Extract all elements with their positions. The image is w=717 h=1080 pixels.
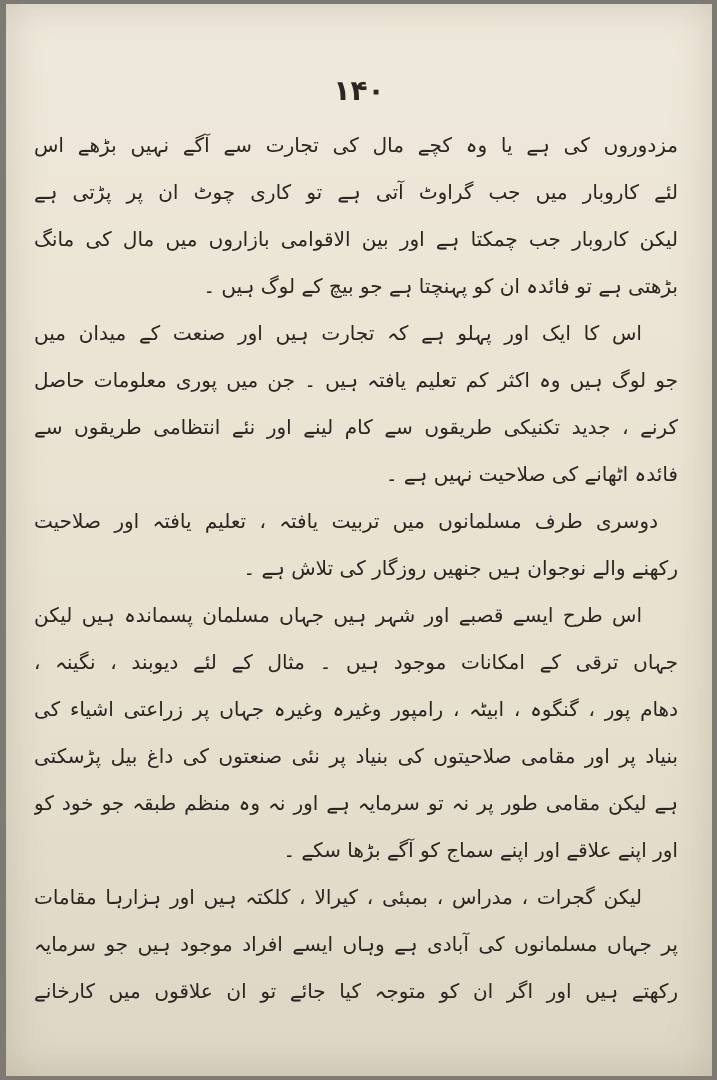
- text-line: رکھتے ہیں اور اگر ان کو متوجہ کیا جائے تو ان علاقوں میں کارخانے: [34, 979, 678, 1003]
- text-line: دوسری طرف مسلمانوں میں تربیت یافتہ ، تعلیم یافتہ اور صلاحیت: [34, 509, 658, 533]
- text-line: ہے لیکن مقامی طور پر نہ تو سرمایہ ہے اور نہ وہ منظم طبقہ جو خود کو: [34, 791, 678, 815]
- text-line: لئے کاروبار میں جب گراوٹ آتی ہے تو کاری چوٹ ان پر پڑتی ہے: [34, 180, 678, 204]
- text-line: بڑھتی ہے تو فائدہ ان کو پہنچتا ہے جو بیچ کے لوگ ہیں ۔: [203, 274, 678, 298]
- text-line: بنیاد پر اور مقامی صلاحیتوں کی بنیاد پر نئی صنعتوں کی داغ بیل پڑسکتی: [34, 744, 678, 768]
- page-body-text: [34, 122, 678, 1015]
- text-line: اس طرح ایسے قصبے اور شہر ہیں جہاں مسلمان پسماندہ ہیں لیکن: [34, 603, 642, 627]
- text-line: پر جہاں مسلمانوں کی آبادی ہے وہاں ایسے افراد موجود ہیں جو سرمایہ: [34, 932, 678, 956]
- book-page: [6, 4, 712, 1076]
- text-line: اس کا ایک اور پہلو ہے کہ تجارت ہیں اور صنعت کے میدان میں: [34, 321, 642, 345]
- text-line: جو لوگ ہیں وہ اکثر کم تعلیم یافتہ ہیں ۔ جن میں پوری معلومات حاصل: [34, 368, 678, 392]
- text-line: جہاں ترقی کے امکانات موجود ہیں ۔ مثال کے لئے دیوبند ، نگینہ ،: [34, 650, 678, 674]
- text-line: دھام پور ، گنگوہ ، ابیٹہ ، رامپور وغیرہ وغیرہ جہاں پر زراعتی اشیاء کی: [34, 697, 678, 721]
- text-line: لیکن گجرات ، مدراس ، بمبئی ، کیرالا ، کلکتہ ہیں اور ہزارہا مقامات: [34, 885, 642, 909]
- text-line: لیکن کاروبار جب چمکتا ہے اور بین الاقوامی بازاروں میں مال کی مانگ: [34, 227, 678, 251]
- text-line: فائدہ اٹھانے کی صلاحیت نہیں ہے ۔: [385, 462, 678, 486]
- page-number: ۱۴۰: [333, 74, 385, 107]
- text-line: اور اپنے علاقے اور اپنے سماج کو آگے بڑھا سکے ۔: [283, 838, 678, 862]
- text-line: مزدوروں کی ہے یا وہ کچے مال کی تجارت سے آگے نہیں بڑھے اس: [34, 133, 678, 157]
- text-line: رکھنے والے نوجوان ہیں جنھیں روزگار کی تلاش ہے ۔: [243, 556, 678, 580]
- text-line: کرنے ، جدید تکنیکی طریقوں سے کام لینے اور نئے انتظامی طریقوں سے: [34, 415, 678, 439]
